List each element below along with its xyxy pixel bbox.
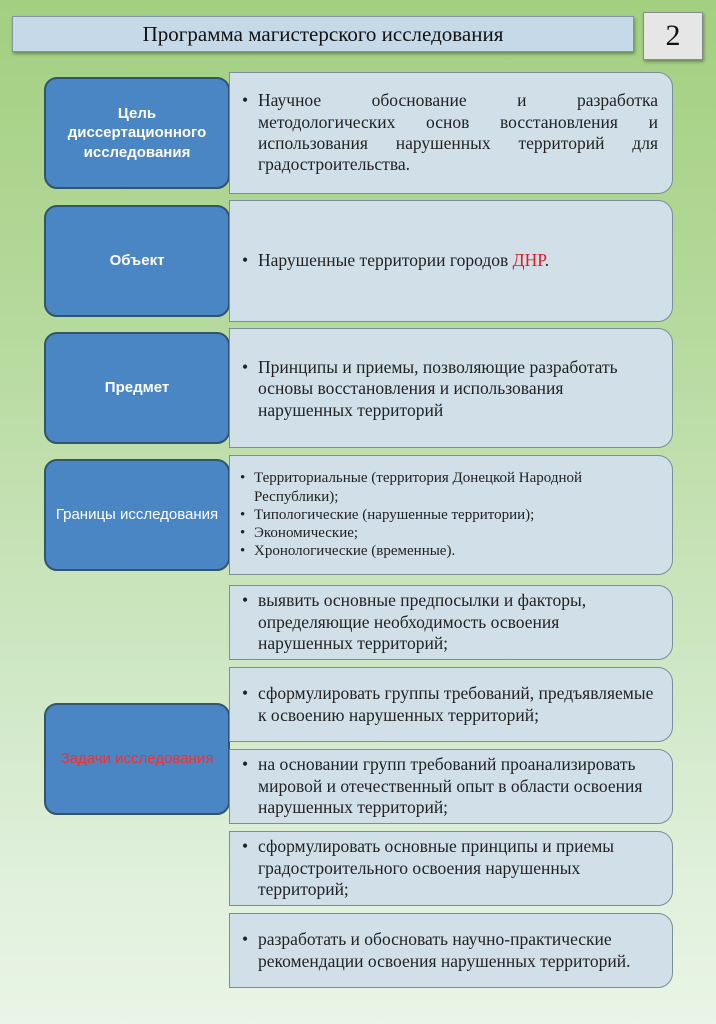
task-list — [240, 590, 658, 654]
object-text: Нарушенные территории городов — [258, 250, 513, 271]
task-list — [240, 836, 658, 900]
task-item: • сформулировать группы требований, предъявляемые к освоению нарушенных территорий; — [240, 683, 658, 726]
task-box — [229, 667, 673, 742]
boundaries-item: • Экономические; — [240, 524, 658, 542]
tasks-label — [44, 703, 230, 815]
task-box — [229, 913, 673, 988]
boundaries-item: • Типологические (нарушенные территории); — [240, 506, 658, 524]
task-item: • выявить основные предпосылки и факторы, определяющие необходимость освоения нарушенных территорий; — [240, 590, 658, 654]
object-item — [240, 250, 658, 271]
task-box — [229, 749, 673, 824]
goal-item: • Научное обоснование и разработка методологических основ восстановления и использования нарушенных территорий для градостроительства. — [240, 90, 658, 175]
object-list — [240, 250, 658, 271]
boundaries-label — [44, 459, 230, 571]
object-text-end: . — [544, 250, 550, 271]
boundaries-label-text: Границы исследования — [55, 506, 219, 524]
page-title — [12, 16, 634, 52]
task-list — [240, 929, 658, 972]
page-number-text: 2 — [665, 19, 681, 52]
subject-item: • Принципы и приемы, позволяющие разработать основы восстановления и использования нарушенных территорий — [240, 357, 658, 421]
page-title-text: Программа магистерского исследования — [142, 21, 504, 46]
subject-content — [229, 328, 673, 448]
task-item: • на основании групп требований проанализировать мировой и отечественный опыт в области освоения нарушенных территорий; — [240, 754, 658, 818]
subject-list — [240, 357, 658, 421]
goal-label-text: Цель диссертационного исследования — [67, 104, 207, 161]
task-list — [240, 754, 658, 818]
subject-label-text: Предмет — [104, 379, 170, 397]
boundaries-content — [229, 455, 673, 575]
subject-label — [44, 332, 230, 444]
task-list — [240, 683, 658, 726]
task-item: • сформулировать основные принципы и приемы градостроительного освоения нарушенных территорий; — [240, 836, 658, 900]
object-label-text: Объект — [109, 252, 165, 270]
goal-list — [240, 90, 658, 175]
boundaries-item: • Хронологические (временные). — [240, 542, 658, 560]
task-box — [229, 831, 673, 906]
page-number — [643, 12, 703, 60]
boundaries-list — [240, 469, 658, 560]
tasks-label-text: Задачи исследования — [60, 750, 214, 768]
task-item: • разработать и обосновать научно-практические рекомендации освоения нарушенных территорий. — [240, 929, 658, 972]
goal-label — [44, 77, 230, 189]
goal-content — [229, 72, 673, 194]
object-highlight: ДНР — [512, 250, 545, 271]
task-box — [229, 585, 673, 660]
boundaries-item: • Территориальные (территория Донецкой Народной Республики); — [240, 469, 658, 506]
object-content — [229, 200, 673, 322]
object-label — [44, 205, 230, 317]
